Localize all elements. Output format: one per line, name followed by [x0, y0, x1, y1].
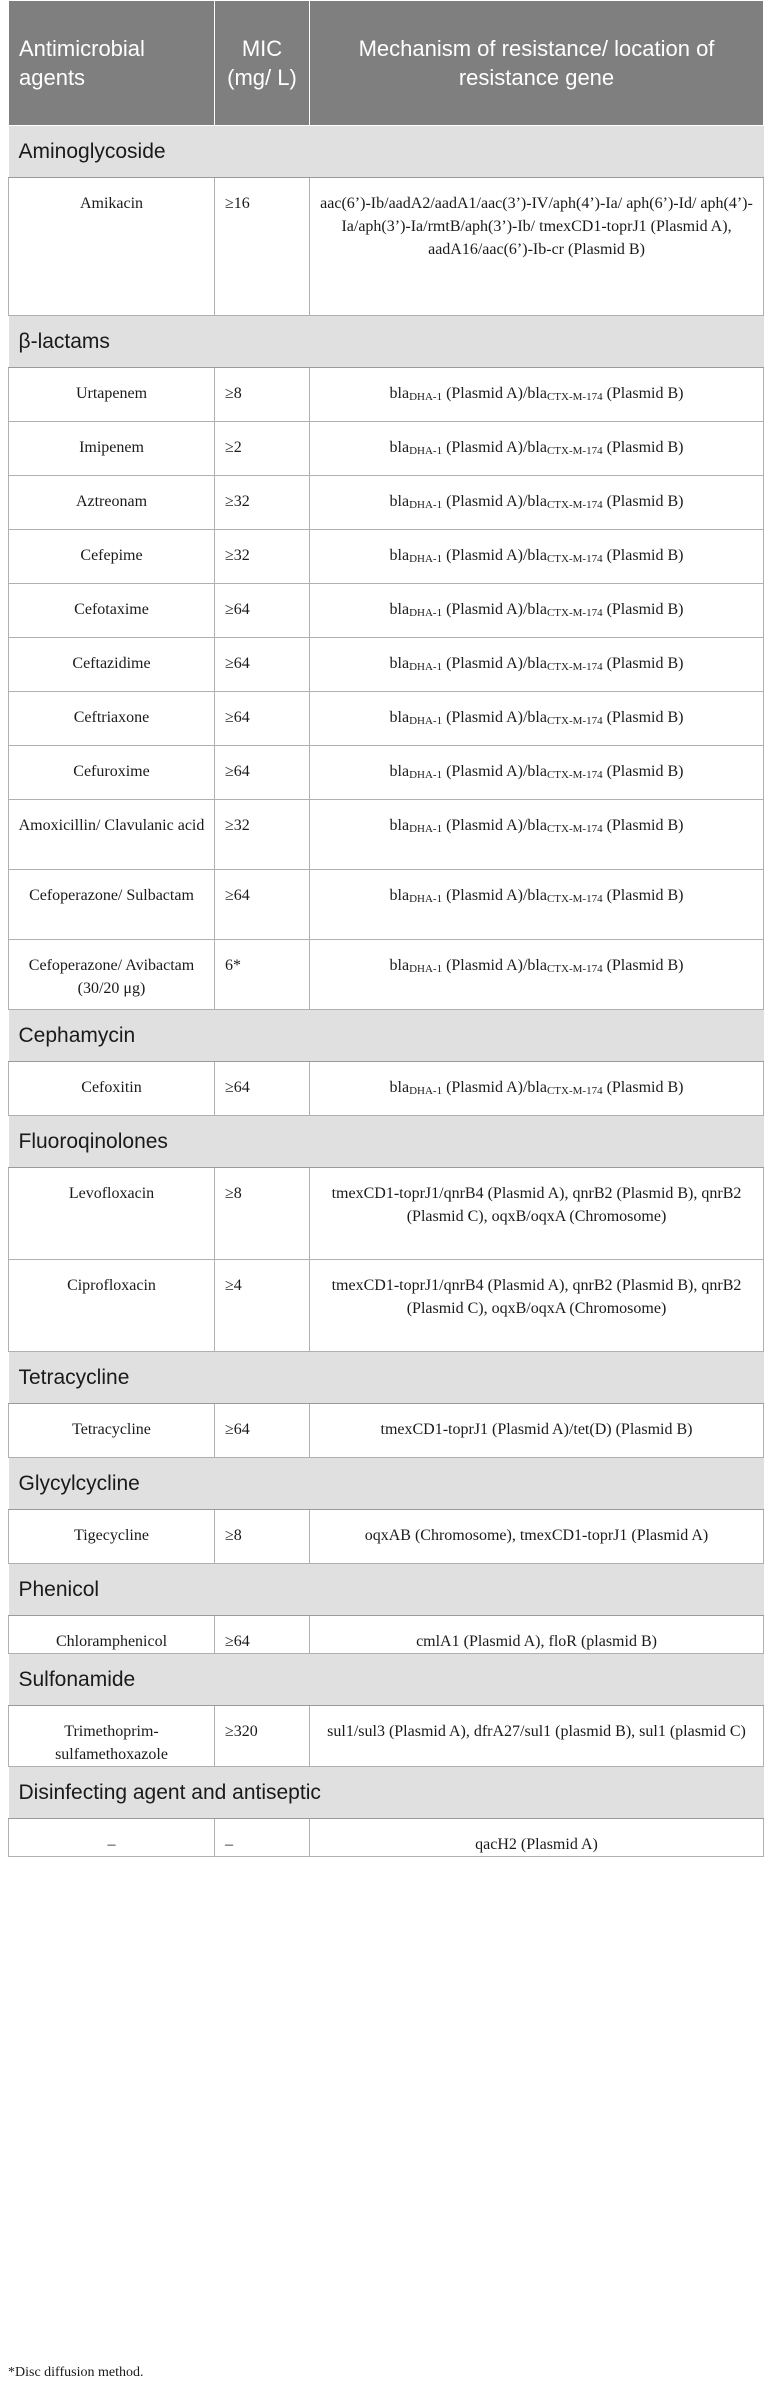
bla-suffix: (Plasmid B) — [602, 547, 684, 564]
bla-dha-subscript: DHA-1 — [409, 553, 443, 565]
bla-middle: (Plasmid A)/bla — [442, 385, 547, 402]
group-label: Phenicol — [9, 1564, 764, 1616]
table-row — [9, 1168, 764, 1260]
bla-suffix: (Plasmid B) — [602, 763, 684, 780]
mic-cell: ≥64 — [215, 746, 310, 800]
bla-suffix: (Plasmid B) — [602, 493, 684, 510]
bla-suffix: (Plasmid B) — [602, 887, 684, 904]
mechanism-cell: tmexCD1-toprJ1/qnrB4 (Plasmid A), qnrB2 (Plasmid B), qnrB2 (Plasmid C), oqxB/oqxA (Chromosome) — [310, 1168, 764, 1260]
mic-cell: ≥4 — [215, 1260, 310, 1352]
bla-suffix: (Plasmid B) — [602, 439, 684, 456]
bla-prefix: bla — [389, 763, 410, 780]
mechanism-cell — [310, 800, 764, 870]
bla-suffix: (Plasmid B) — [602, 709, 684, 726]
mechanism-cell — [310, 870, 764, 940]
bla-prefix: bla — [389, 817, 410, 834]
bla-prefix: bla — [389, 709, 410, 726]
table-row — [9, 1062, 764, 1116]
bla-ctx-subscript: CTX-M-174 — [546, 607, 603, 619]
group-label: Fluoroqinolones — [9, 1116, 764, 1168]
agent-cell: Cefepime — [9, 530, 215, 584]
group-row — [9, 1352, 764, 1404]
bla-middle: (Plasmid A)/bla — [442, 763, 547, 780]
bla-prefix: bla — [389, 887, 410, 904]
bla-prefix: bla — [389, 493, 410, 510]
table-row — [9, 1819, 764, 1857]
mic-cell: ≥8 — [215, 368, 310, 422]
mic-cell: ≥32 — [215, 476, 310, 530]
bla-ctx-subscript: CTX-M-174 — [546, 963, 603, 975]
group-row — [9, 1654, 764, 1706]
bla-ctx-subscript: CTX-M-174 — [546, 445, 603, 457]
group-row — [9, 126, 764, 178]
bla-dha-subscript: DHA-1 — [409, 963, 443, 975]
agent-cell: Tetracycline — [9, 1404, 215, 1458]
bla-prefix: bla — [389, 547, 410, 564]
bla-dha-subscript: DHA-1 — [409, 823, 443, 835]
bla-ctx-subscript: CTX-M-174 — [546, 391, 603, 403]
group-label: Glycylcycline — [9, 1458, 764, 1510]
bla-prefix: bla — [389, 439, 410, 456]
table-row — [9, 476, 764, 530]
agent-cell: Amikacin — [9, 178, 215, 316]
table-row — [9, 1616, 764, 1654]
mechanism-cell: aac(6’)-Ib/aadA2/aadA1/aac(3’)-IV/aph(4’)-Ia/ aph(6’)-Id/ aph(4’)-Ia/aph(3’)-Ia/rmtB/aph(3’)-Ib/ tmexCD1-toprJ1 (Plasmid A), aadA16/aac(6’)-Ib-cr (Plasmid B) — [310, 178, 764, 316]
group-row — [9, 316, 764, 368]
mechanism-cell — [310, 638, 764, 692]
group-row — [9, 1767, 764, 1819]
group-label: Aminoglycoside — [9, 126, 764, 178]
table-row — [9, 584, 764, 638]
group-row — [9, 1116, 764, 1168]
bla-middle: (Plasmid A)/bla — [442, 709, 547, 726]
mechanism-cell: qacH2 (Plasmid A) — [310, 1819, 764, 1857]
header-mic: MIC (mg/ L) — [215, 1, 310, 126]
agent-cell: Cefoperazone/ Avibactam (30/20 μg) — [9, 940, 215, 1010]
mic-cell: ≥64 — [215, 584, 310, 638]
table-row — [9, 1404, 764, 1458]
agent-cell: Cefoperazone/ Sulbactam — [9, 870, 215, 940]
agent-cell: Cefuroxime — [9, 746, 215, 800]
table-header — [9, 1, 764, 126]
bla-dha-subscript: DHA-1 — [409, 499, 443, 511]
bla-dha-subscript: DHA-1 — [409, 607, 443, 619]
mechanism-cell — [310, 940, 764, 1010]
bla-prefix: bla — [389, 957, 410, 974]
agent-cell: Chloramphenicol — [9, 1616, 215, 1654]
bla-middle: (Plasmid A)/bla — [442, 957, 547, 974]
bla-middle: (Plasmid A)/bla — [442, 547, 547, 564]
mic-cell: ≥32 — [215, 530, 310, 584]
resistance-table-container — [8, 0, 763, 1857]
agent-cell: Ceftazidime — [9, 638, 215, 692]
bla-dha-subscript: DHA-1 — [409, 1085, 443, 1097]
agent-cell: Tigecycline — [9, 1510, 215, 1564]
table-row — [9, 368, 764, 422]
mic-cell: ≥64 — [215, 1404, 310, 1458]
resistance-table — [8, 0, 764, 1857]
mic-cell: ≥8 — [215, 1510, 310, 1564]
bla-suffix: (Plasmid B) — [602, 957, 684, 974]
header-agents: Antimicrobial agents — [9, 1, 215, 126]
mechanism-cell — [310, 530, 764, 584]
agent-cell: Aztreonam — [9, 476, 215, 530]
bla-dha-subscript: DHA-1 — [409, 445, 443, 457]
mechanism-cell — [310, 476, 764, 530]
bla-suffix: (Plasmid B) — [602, 385, 684, 402]
mic-cell: ≥64 — [215, 1616, 310, 1654]
table-row — [9, 1510, 764, 1564]
bla-middle: (Plasmid A)/bla — [442, 601, 547, 618]
table-row — [9, 692, 764, 746]
bla-middle: (Plasmid A)/bla — [442, 439, 547, 456]
bla-dha-subscript: DHA-1 — [409, 715, 443, 727]
mechanism-cell — [310, 1062, 764, 1116]
mechanism-cell — [310, 584, 764, 638]
bla-ctx-subscript: CTX-M-174 — [546, 893, 603, 905]
bla-dha-subscript: DHA-1 — [409, 391, 443, 403]
group-label: Tetracycline — [9, 1352, 764, 1404]
bla-middle: (Plasmid A)/bla — [442, 1079, 547, 1096]
table-body — [9, 126, 764, 1857]
bla-middle: (Plasmid A)/bla — [442, 817, 547, 834]
mechanism-cell — [310, 422, 764, 476]
agent-cell: Levofloxacin — [9, 1168, 215, 1260]
bla-suffix: (Plasmid B) — [602, 817, 684, 834]
agent-cell: Cefotaxime — [9, 584, 215, 638]
group-row — [9, 1010, 764, 1062]
agent-cell: Cefoxitin — [9, 1062, 215, 1116]
group-row — [9, 1458, 764, 1510]
table-row — [9, 746, 764, 800]
agent-cell: Imipenem — [9, 422, 215, 476]
mic-cell: ≥8 — [215, 1168, 310, 1260]
table-row — [9, 530, 764, 584]
table-row — [9, 178, 764, 316]
bla-middle: (Plasmid A)/bla — [442, 887, 547, 904]
mechanism-cell: sul1/sul3 (Plasmid A), dfrA27/sul1 (plasmid B), sul1 (plasmid C) — [310, 1706, 764, 1767]
group-label: Disinfecting agent and antiseptic — [9, 1767, 764, 1819]
agent-cell: Amoxicillin/ Clavulanic acid — [9, 800, 215, 870]
bla-ctx-subscript: CTX-M-174 — [546, 499, 603, 511]
mic-cell: ≥64 — [215, 638, 310, 692]
mic-cell: – — [215, 1819, 310, 1857]
table-row — [9, 800, 764, 870]
group-label: Sulfonamide — [9, 1654, 764, 1706]
mechanism-cell — [310, 692, 764, 746]
group-row — [9, 1564, 764, 1616]
agent-cell: Trimethoprim-sulfamethoxazole — [9, 1706, 215, 1767]
bla-suffix: (Plasmid B) — [602, 655, 684, 672]
mechanism-cell — [310, 368, 764, 422]
mechanism-cell: tmexCD1-toprJ1 (Plasmid A)/tet(D) (Plasmid B) — [310, 1404, 764, 1458]
mechanism-cell: oqxAB (Chromosome), tmexCD1-toprJ1 (Plasmid A) — [310, 1510, 764, 1564]
mic-cell: ≥2 — [215, 422, 310, 476]
bla-middle: (Plasmid A)/bla — [442, 655, 547, 672]
mic-cell: ≥32 — [215, 800, 310, 870]
mechanism-cell: cmlA1 (Plasmid A), floR (plasmid B) — [310, 1616, 764, 1654]
table-row — [9, 1260, 764, 1352]
bla-dha-subscript: DHA-1 — [409, 661, 443, 673]
table-row — [9, 940, 764, 1010]
bla-ctx-subscript: CTX-M-174 — [546, 769, 603, 781]
agent-cell: Urtapenem — [9, 368, 215, 422]
table-row — [9, 422, 764, 476]
bla-ctx-subscript: CTX-M-174 — [546, 1085, 603, 1097]
bla-ctx-subscript: CTX-M-174 — [546, 661, 603, 673]
bla-prefix: bla — [389, 385, 410, 402]
mic-cell: ≥64 — [215, 1062, 310, 1116]
footnote: *Disc diffusion method. — [8, 2365, 144, 2380]
agent-cell: Ceftriaxone — [9, 692, 215, 746]
mic-cell: ≥64 — [215, 870, 310, 940]
mechanism-cell — [310, 746, 764, 800]
mic-cell: ≥64 — [215, 692, 310, 746]
agent-cell: Ciprofloxacin — [9, 1260, 215, 1352]
mechanism-cell: tmexCD1-toprJ1/qnrB4 (Plasmid A), qnrB2 (Plasmid B), qnrB2 (Plasmid C), oqxB/oqxA (Chromosome) — [310, 1260, 764, 1352]
bla-suffix: (Plasmid B) — [602, 1079, 684, 1096]
table-row — [9, 638, 764, 692]
agent-cell: – — [9, 1819, 215, 1857]
mic-cell: 6* — [215, 940, 310, 1010]
bla-dha-subscript: DHA-1 — [409, 769, 443, 781]
mic-cell: ≥16 — [215, 178, 310, 316]
bla-ctx-subscript: CTX-M-174 — [546, 553, 603, 565]
bla-prefix: bla — [389, 1079, 410, 1096]
table-row — [9, 1706, 764, 1767]
bla-prefix: bla — [389, 655, 410, 672]
mic-cell: ≥320 — [215, 1706, 310, 1767]
header-mechanism: Mechanism of resistance/ location of resistance gene — [310, 1, 764, 126]
bla-suffix: (Plasmid B) — [602, 601, 684, 618]
group-label: Cephamycin — [9, 1010, 764, 1062]
group-label: β-lactams — [9, 316, 764, 368]
bla-dha-subscript: DHA-1 — [409, 893, 443, 905]
table-row — [9, 870, 764, 940]
bla-ctx-subscript: CTX-M-174 — [546, 823, 603, 835]
bla-ctx-subscript: CTX-M-174 — [546, 715, 603, 727]
bla-middle: (Plasmid A)/bla — [442, 493, 547, 510]
bla-prefix: bla — [389, 601, 410, 618]
